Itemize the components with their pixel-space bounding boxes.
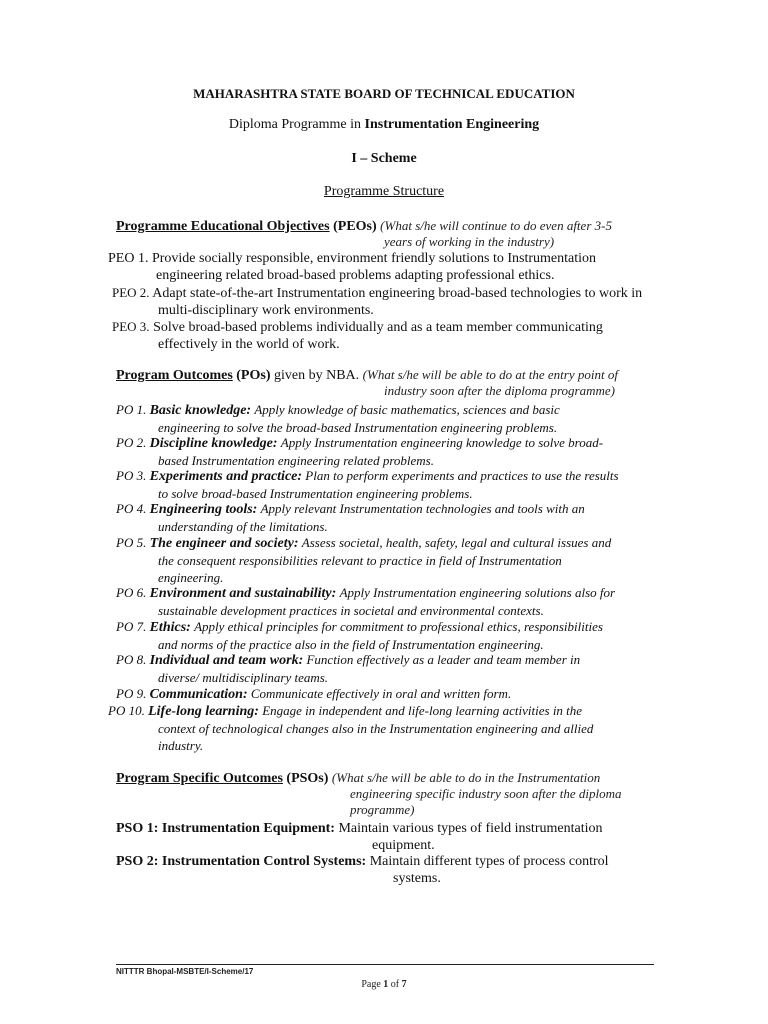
structure-title: Programme Structure (323, 184, 445, 199)
po-head: Individual and team work: (149, 653, 304, 668)
footer-source: NITTTR Bhopal-MSBTE/I-Scheme/17 (116, 967, 254, 976)
pso-note-3: programme) (350, 802, 415, 817)
po-text: Engage in independent and life-long learning activities in the (262, 703, 583, 718)
po-num: PO 3. (116, 468, 147, 483)
po-head: Discipline knowledge: (149, 436, 278, 451)
page-of: of (388, 979, 402, 990)
po-note-2: industry soon after the diploma programme) (384, 383, 615, 398)
peo-text-cont: multi-disciplinary work environments. (158, 303, 374, 318)
footer-divider (116, 964, 654, 965)
peo-note-2: years of working in the industry) (384, 234, 555, 249)
pso-item-1 (116, 820, 656, 854)
po-text: Apply Instrumentation engineering knowledge to solve broad- (280, 435, 604, 450)
po-text-cont: engineering to solve the broad-based Instrumentation engineering problems. (158, 420, 558, 435)
pso-heading-abbr: (PSOs) (282, 771, 329, 786)
po-num: PO 7. (116, 619, 147, 634)
po-text-cont: industry. (158, 738, 204, 753)
po-item-5 (116, 534, 656, 586)
peo-text-cont: engineering related broad-based problems adapting professional ethics. (156, 268, 555, 283)
peo-item-3 (112, 318, 672, 353)
po-text-cont: understanding of the limitations. (158, 519, 328, 534)
pso-text: Maintain different types of process control (369, 854, 609, 869)
peo-text: Solve broad-based problems individually and as a team member communicating (153, 320, 603, 335)
peo-heading-text: Programme Educational Objectives (116, 219, 330, 234)
peo-heading-abbr: (PEOs) (329, 219, 377, 234)
po-num: PO 8. (116, 652, 147, 667)
po-text: Apply relevant Instrumentation technologies and tools with an (260, 501, 585, 516)
po-head: Life-long learning: (148, 704, 259, 719)
peo-text: Provide socially responsible, environment friendly solutions to Instrumentation (151, 251, 596, 266)
peo-num: PEO 1. (108, 251, 149, 266)
po-given-by: given by NBA. (270, 368, 363, 383)
pso-text-cont: systems. (393, 871, 441, 886)
po-head: Engineering tools: (149, 502, 258, 517)
po-head: Environment and sustainability: (149, 586, 337, 601)
po-text-cont: to solve broad-based Instrumentation engineering problems. (158, 486, 473, 501)
peo-text: Adapt state-of-the-art Instrumentation engineering broad-based technologies to work in (152, 286, 643, 301)
po-text: Communicate effectively in oral and written form. (250, 686, 512, 701)
pso-note-1: (What s/he will be able to do in the Instrumentation (331, 770, 601, 785)
po-text-cont: engineering. (158, 570, 224, 585)
po-text-cont: the consequent responsibilities relevant to practice in field of Instrumentation (158, 553, 562, 568)
po-num: PO 1. (116, 402, 147, 417)
po-num: PO 5. (116, 535, 147, 550)
board-title: MAHARASHTRA STATE BOARD OF TECHNICAL EDUCATION (193, 86, 575, 101)
pso-note-2: engineering specific industry soon after the diploma (350, 786, 622, 801)
pso-heading (116, 770, 600, 787)
page-total: 7 (401, 979, 407, 990)
po-text-cont: context of technological changes also in the Instrumentation engineering and allied (158, 721, 594, 736)
po-item-9 (116, 685, 656, 703)
programme-prefix: Diploma Programme in (228, 117, 365, 132)
po-text: Plan to perform experiments and practices to use the results (305, 468, 619, 483)
peo-item-2 (112, 284, 672, 319)
programme-title (0, 117, 768, 133)
po-text: Assess societal, health, safety, legal and cultural issues and (301, 535, 612, 550)
peo-text-cont: effectively in the world of work. (158, 337, 340, 352)
po-num: PO 10. (108, 703, 145, 718)
po-text-cont: based Instrumentation engineering related problems. (158, 453, 434, 468)
po-num: PO 4. (116, 501, 147, 516)
po-num: PO 2. (116, 435, 147, 450)
pso-heading-text: Program Specific Outcomes (116, 771, 283, 786)
page-current: 1 (383, 979, 389, 990)
pso-head: PSO 1: Instrumentation Equipment: (116, 821, 335, 836)
peo-num: PEO 2. (112, 285, 150, 300)
po-head: Communication: (149, 687, 248, 702)
po-text-cont: diverse/ multidisciplinary teams. (158, 670, 329, 685)
pso-text-cont: equipment. (372, 838, 435, 853)
po-head: Basic knowledge: (149, 403, 252, 418)
page-prefix: Page (361, 979, 384, 990)
po-item-10 (108, 702, 648, 754)
po-heading-abbr: (POs) (232, 368, 271, 383)
po-item-6 (116, 584, 656, 619)
po-text: Apply Instrumentation engineering solutions also for (339, 585, 616, 600)
po-text: Function effectively as a leader and team member in (306, 652, 581, 667)
po-heading (116, 367, 618, 384)
po-head: Ethics: (149, 620, 191, 635)
po-head: The engineer and society: (149, 536, 299, 551)
peo-heading (116, 218, 612, 235)
pso-head: PSO 2: Instrumentation Control Systems: (116, 854, 367, 869)
po-item-7 (116, 618, 656, 653)
programme-name: Instrumentation Engineering (364, 117, 540, 132)
po-item-1 (116, 401, 656, 436)
scheme-title: I – Scheme (351, 151, 417, 166)
po-num: PO 9. (116, 686, 147, 701)
po-item-8 (116, 651, 656, 686)
page-number (0, 979, 768, 990)
po-num: PO 6. (116, 585, 147, 600)
po-note-1: (What s/he will be able to do at the entry point of (362, 367, 618, 382)
peo-num: PEO 3. (112, 319, 150, 334)
po-heading-text: Program Outcomes (116, 368, 233, 383)
po-item-3 (116, 467, 656, 502)
po-head: Experiments and practice: (149, 469, 303, 484)
pso-text: Maintain various types of field instrumentation (338, 821, 603, 836)
peo-note-1: (What s/he will continue to do even after 3-5 (380, 218, 612, 233)
po-text-cont: sustainable development practices in societal and environmental contexts. (158, 603, 544, 618)
po-text-cont: and norms of the practice also in the field of Instrumentation engineering. (158, 637, 544, 652)
po-item-2 (116, 434, 656, 469)
po-text: Apply knowledge of basic mathematics, sciences and basic (254, 402, 560, 417)
po-item-4 (116, 500, 656, 535)
pso-item-2 (116, 853, 656, 887)
po-text: Apply ethical principles for commitment to professional ethics, responsibilities (194, 619, 603, 634)
peo-item-1 (108, 250, 668, 284)
